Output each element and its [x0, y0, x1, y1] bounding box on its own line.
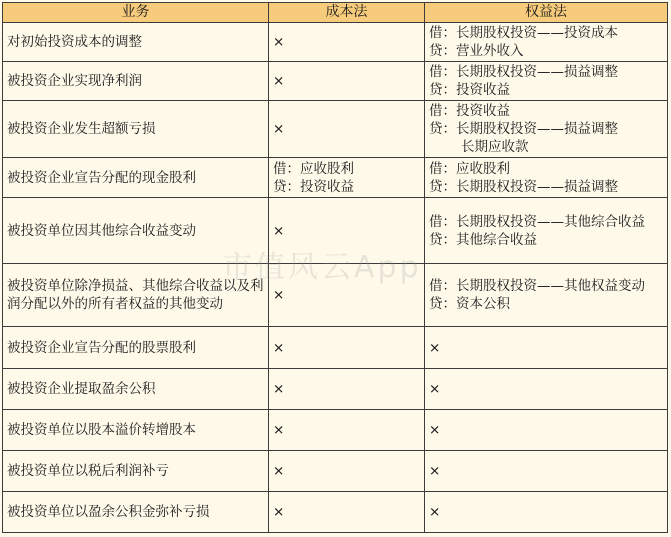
table-header-row: [3, 3, 668, 23]
table-row: [3, 198, 668, 264]
cost-method-cell: ×: [269, 451, 425, 492]
business-cell: 被投资企业实现净利润: [3, 62, 269, 101]
business-cell: 被投资单位除净损益、其他综合收益以及利润分配以外的所有者权益的其他变动: [3, 264, 269, 327]
equity-method-cell: ×: [425, 492, 668, 533]
business-cell: 被投资单位以盈余公积金弥补亏损: [3, 492, 269, 533]
equity-method-cell: 借：应收股利 贷：长期股权投资——损益调整: [425, 158, 668, 198]
cost-method-cell: ×: [269, 327, 425, 369]
table-row: [3, 158, 668, 198]
table-row: [3, 492, 668, 533]
equity-method-cell: 借：长期股权投资——损益调整 贷：投资收益: [425, 62, 668, 101]
cost-method-cell: ×: [269, 62, 425, 101]
header-equity-method: 权益法: [425, 3, 668, 23]
equity-method-cell: ×: [425, 410, 668, 451]
table-row: [3, 410, 668, 451]
watermark: 市值风云App: [222, 250, 422, 285]
cost-method-cell: ×: [269, 410, 425, 451]
cost-method-cell: ×: [269, 198, 425, 264]
table-row: [3, 62, 668, 101]
table-row: [3, 101, 668, 158]
cost-method-cell: ×: [269, 264, 425, 327]
cost-method-cell: ×: [269, 492, 425, 533]
accounting-table: [2, 2, 668, 533]
equity-method-cell: 借：投资收益 贷：长期股权投资——损益调整 长期应收款: [425, 101, 668, 158]
business-cell: 被投资企业宣告分配的股票股利: [3, 327, 269, 369]
business-cell: 被投资单位以股本溢价转增股本: [3, 410, 269, 451]
business-cell: 被投资企业宣告分配的现金股利: [3, 158, 269, 198]
table-row: [3, 23, 668, 62]
equity-method-cell: 借：长期股权投资——投资成本 贷：营业外收入: [425, 23, 668, 62]
table-row: [3, 451, 668, 492]
cost-method-cell: ×: [269, 23, 425, 62]
cost-method-cell: ×: [269, 369, 425, 410]
equity-method-cell: 借：长期股权投资——其他综合收益 贷：其他综合收益: [425, 198, 668, 264]
equity-method-cell: ×: [425, 369, 668, 410]
table-row: [3, 264, 668, 327]
header-cost-method: 成本法: [269, 3, 425, 23]
business-cell: 被投资单位以税后利润补亏: [3, 451, 269, 492]
cost-method-cell: ×: [269, 101, 425, 158]
cost-method-cell: 借：应收股利 贷：投资收益: [269, 158, 425, 198]
header-business: 业务: [3, 3, 269, 23]
table-row: [3, 327, 668, 369]
business-cell: 被投资单位因其他综合收益变动: [3, 198, 269, 264]
equity-method-cell: 借：长期股权投资——其他权益变动 贷：资本公积: [425, 264, 668, 327]
equity-method-cell: ×: [425, 451, 668, 492]
business-cell: 被投资企业提取盈余公积: [3, 369, 269, 410]
table-row: [3, 369, 668, 410]
equity-method-cell: ×: [425, 327, 668, 369]
business-cell: 被投资企业发生超额亏损: [3, 101, 269, 158]
business-cell: 对初始投资成本的调整: [3, 23, 269, 62]
